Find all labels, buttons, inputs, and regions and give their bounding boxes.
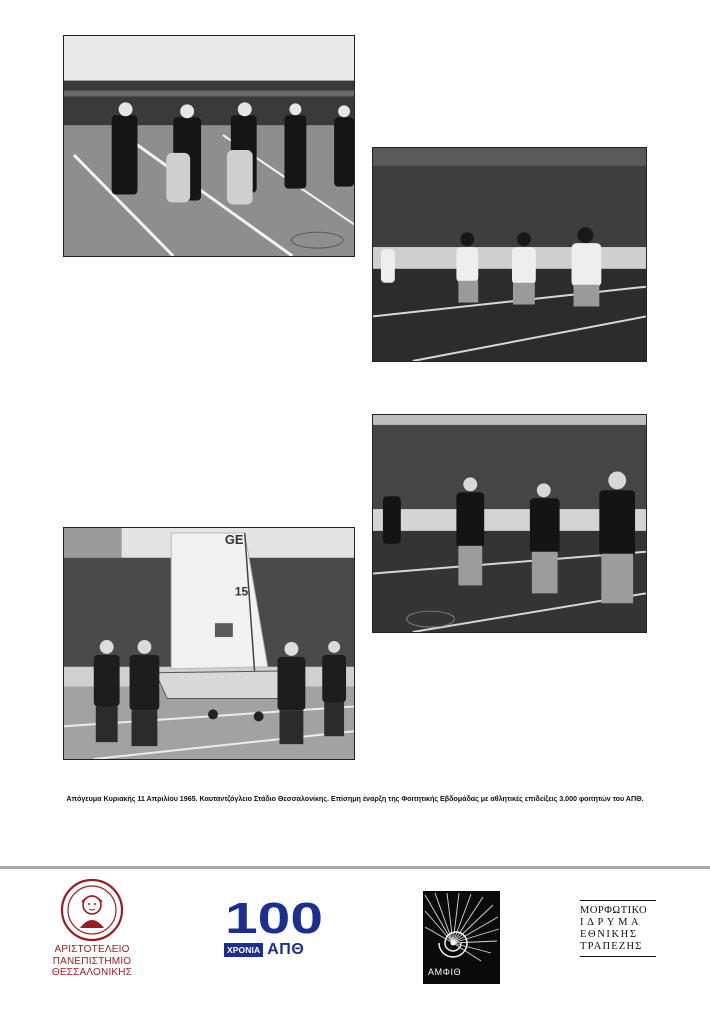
centenary-logo — [224, 898, 326, 964]
aristotle-seal-icon — [60, 878, 124, 942]
amfith-label: ΑΜΦΙΘ — [428, 967, 462, 977]
centenary-number — [224, 898, 324, 938]
photo-1-image — [64, 36, 354, 256]
photo-traditional-costume-parade — [63, 35, 355, 257]
centenary-short-name: ΑΠΘ — [267, 941, 305, 958]
amfith-logo — [423, 891, 500, 984]
auth-logo — [46, 878, 138, 988]
photo-3-image — [373, 415, 646, 632]
auth-name-line-1: ΑΡΙΣΤΟΤΕΛΕΙΟ — [54, 944, 130, 955]
photo-male-students-parade — [372, 414, 647, 633]
photo-4-image — [64, 528, 354, 759]
photo-female-students-parade — [372, 147, 647, 362]
miet-top-rule — [580, 900, 656, 901]
centenary-years-label: ΧΡΟΝΙΑ — [224, 943, 263, 957]
nautilus-shell-icon — [423, 891, 500, 966]
miet-line-3: ΕΘΝΙΚΗΣ — [580, 929, 638, 940]
miet-line-4: ΤΡΑΠΕΖΗΣ — [580, 941, 643, 952]
sail-number: 15 — [234, 584, 249, 599]
sail-letters: GE — [224, 531, 244, 547]
photo-caption: Απόγευμα Κυριακής 11 Απριλίου 1965. Καυταντζόγλειο Στάδιο Θεσσαλονίκης. Επίσημη έναρξη της Φοιτητικής Εβδομάδας με αθλητικές επιδείξεις 3.000 φοιτητών του ΑΠΘ. — [66, 794, 644, 803]
footer-divider — [0, 866, 710, 869]
miet-logo — [580, 900, 656, 964]
photo-2-image — [373, 148, 646, 361]
miet-line-2: ΙΔΡΥΜΑ — [580, 917, 643, 928]
miet-line-1: ΜΟΡΦΩΤΙΚΟ — [580, 905, 648, 916]
photo-sailboat-carry — [63, 527, 355, 760]
auth-name-line-3: ΘΕΣΣΑΛΟΝΙΚΗΣ — [51, 967, 133, 978]
miet-bottom-rule — [580, 956, 656, 957]
auth-name-line-2: ΠΑΝΕΠΙΣΤΗΜΙΟ — [52, 955, 132, 967]
svg-text:100: 100 — [225, 898, 323, 938]
